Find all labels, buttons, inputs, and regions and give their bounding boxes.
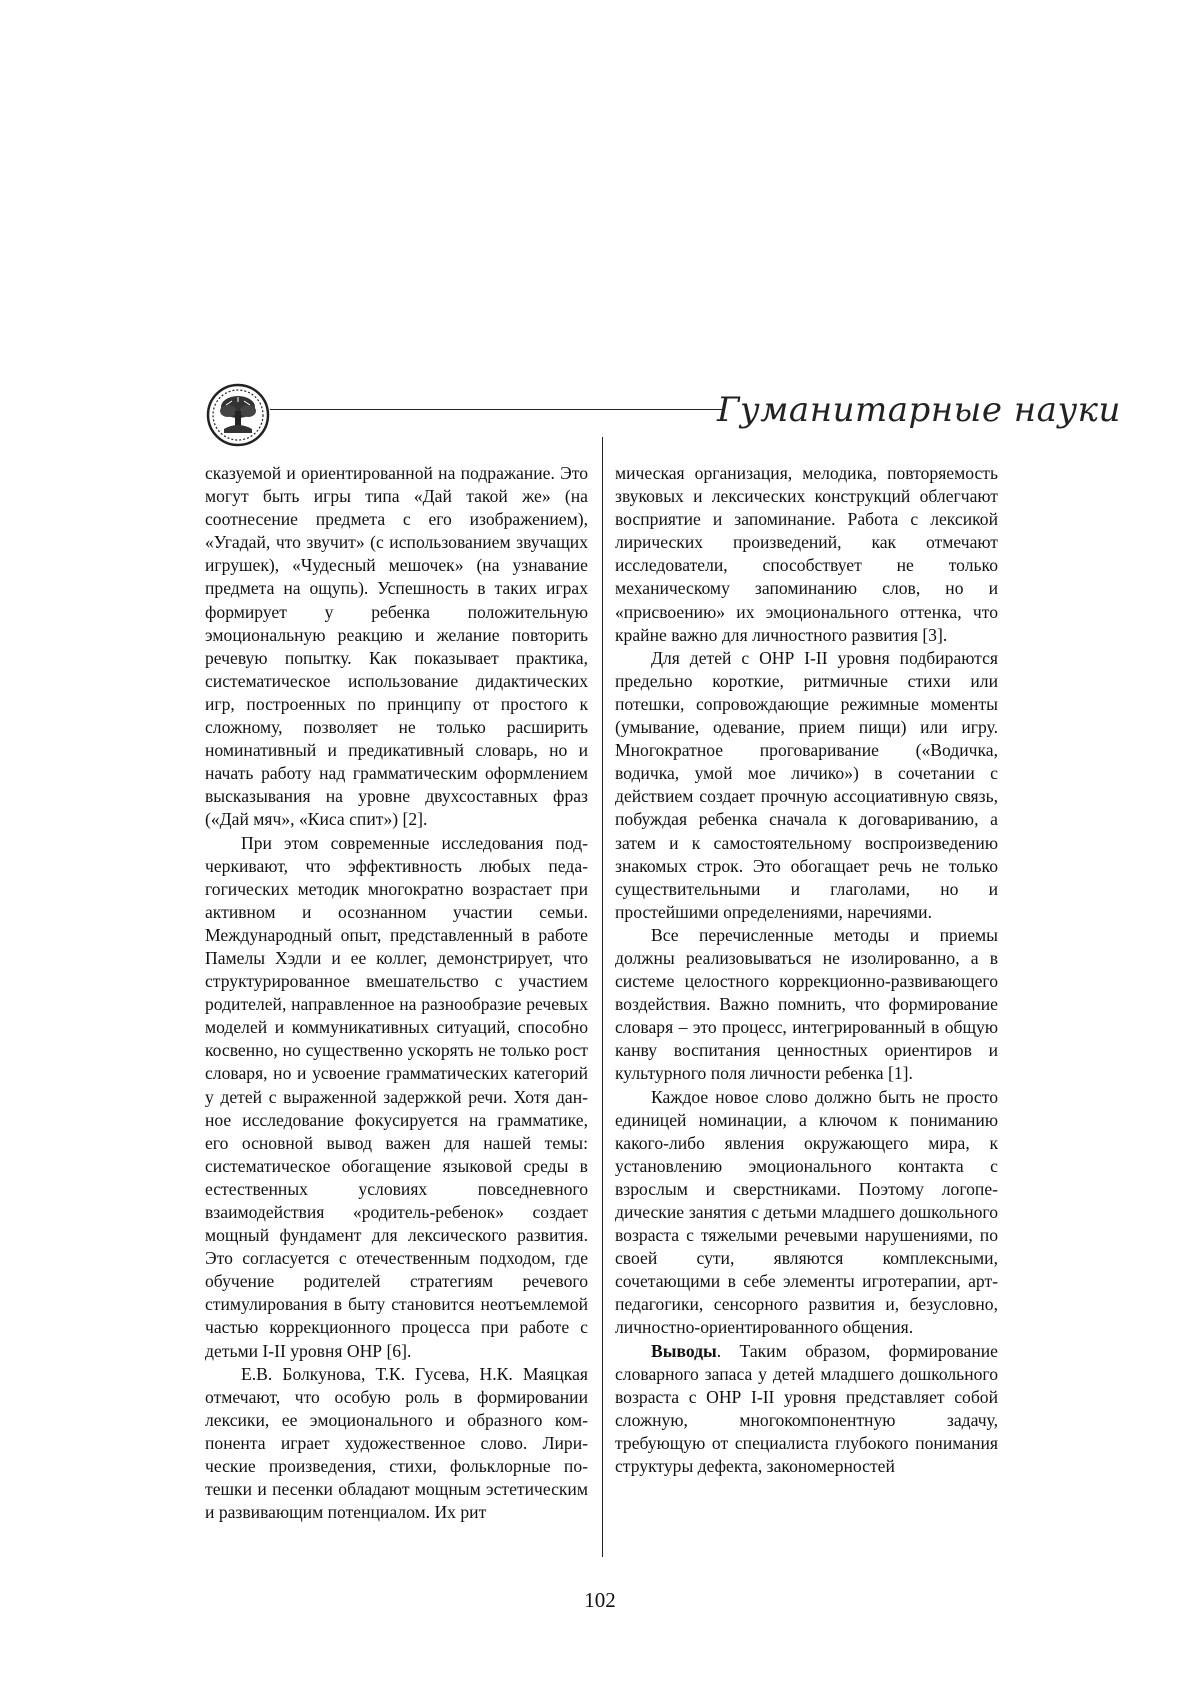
header-rule	[270, 409, 725, 410]
paragraph: При этом современные исследования подчеркивают, что эффективность любых педагогических методик многократно возрастает при активном и осознанном участии семьи. Международный опыт, представленный в работе Памелы Хэдли и ее коллег, демонстрирует, что структурированное вмешательство с участием родителей, направленное на разнообразие речевых моделей и коммуникативных ситуаций, способно косвенно, но существенно ускорять не только рост словаря, но и усвоение грамматических категорий у детей с выраженной задержкой речи. Хотя данное исследование фокусируется на грамматике, его основной вывод важен для нашей темы: систематическое обогащение языковой среды в естественных условиях повседневного взаимодействия «родитель-ребенок» создает мощный фундамент для лексического развития. Это согласуется с отечественным подходом, где обучение родителей стратегиям речевого стимулирования в быту становится неотъемлемой частью коррекционного процесса при работе с детьми I-II уровня ОНР [6].	[205, 832, 588, 1361]
left-column	[205, 462, 588, 1524]
column-divider	[602, 437, 603, 1557]
right-column	[615, 462, 998, 1478]
section-title: Гуманитарные науки	[717, 390, 1121, 430]
paragraph: мическая организация, мелодика, повторяемость звуковых и лексических конструкций облегчают восприятие и запоминание. Работа с лексикой лирических произведений, как отмечают исследователи, способствует не только механическому запоминанию слов, но и «присвоению» их эмоционального оттенка, что крайне важно для личностного развития [3].	[615, 463, 998, 645]
paragraph: Все перечисленные методы и приемы должны реализовываться не изолированно, а в системе целостного коррекционно-развивающего воздействия. Важно помнить, что формирование словаря – это процесс, интегрированный в общую канву воспитания ценностных ориентиров и культурного поля личности ребенка [1].	[615, 924, 998, 1084]
paragraph: Каждое новое слово должно быть не просто единицей номинации, а ключом к пониманию какого-либо явления окружающего мира, к установлению эмоционального контакта с взрослым и сверстниками. Поэтому логопедические занятия с детьми младшего дошкольного возраста с тяжелыми речевыми нарушениями, по своей сути, являются комплексными, сочетающими в себе элементы игротерапии, арт-педагогики, сенсорного развития и, безусловно, личностно-ориентированного общения.	[615, 1086, 998, 1338]
conclusions-text: . Таким образом, формирование словарного запаса у детей младшего дошкольного возраста с ОНР I-II уровня представляет собой сложную, многокомпонентную задачу, требующую от специалиста глубокого понимания структуры дефекта, закономерностей	[615, 1340, 998, 1477]
paragraph: Для детей с ОНР I-II уровня подбираются предельно короткие, ритмичные стихи или потешки, сопровождающие режимные моменты (умывание, одевание, прием пищи) или игру. Многократное проговаривание («Водичка, водичка, умой мое личико») в сочетании с действием создает прочную ассоциативную связь, побуждая ребенка сначала к договариванию, а затем и к самостоятельному воспроизведению знакомых строк. Это обогащает речь не только существительными и глаголами, но и простейшими определениями, наречиями.	[615, 647, 998, 922]
conclusions-paragraph	[615, 1340, 998, 1479]
page-number: 102	[584, 1588, 616, 1612]
tree-emblem-icon	[206, 383, 270, 447]
paragraph: Е.В. Болкунова, Т.К. Гусева, Н.К. Маяцкая отмечают, что особую роль в формировании лексики, ее эмоционального и образного компонента играет художественное слово. Лирические произведения, стихи, фольклорные потешки и песенки обладают мощным эстетическим и развивающим потенциалом. Их рит	[205, 1363, 588, 1523]
conclusions-lead: Выводы	[651, 1340, 717, 1361]
paragraph: сказуемой и ориентированной на подражание. Это могут быть игры типа «Дай такой же» (на соотнесение предмета с его изображением), «Угадай, что звучит» (с использованием звучащих игрушек), «Чудесный мешочек» (на узнавание предмета на ощупь). Успешность в таких играх формирует у ребенка положительную эмоциональную реакцию и желание повторить речевую попытку. Как показывает практика, систематическое использование дидактических игр, построенных по принципу от простого к сложному, позволяет не только расширить номинативный и предикативный словарь, но и начать работу над грамматическим оформлением высказывания на уровне двухсоставных фраз («Дай мяч», «Киса спит») [2].	[205, 463, 588, 830]
